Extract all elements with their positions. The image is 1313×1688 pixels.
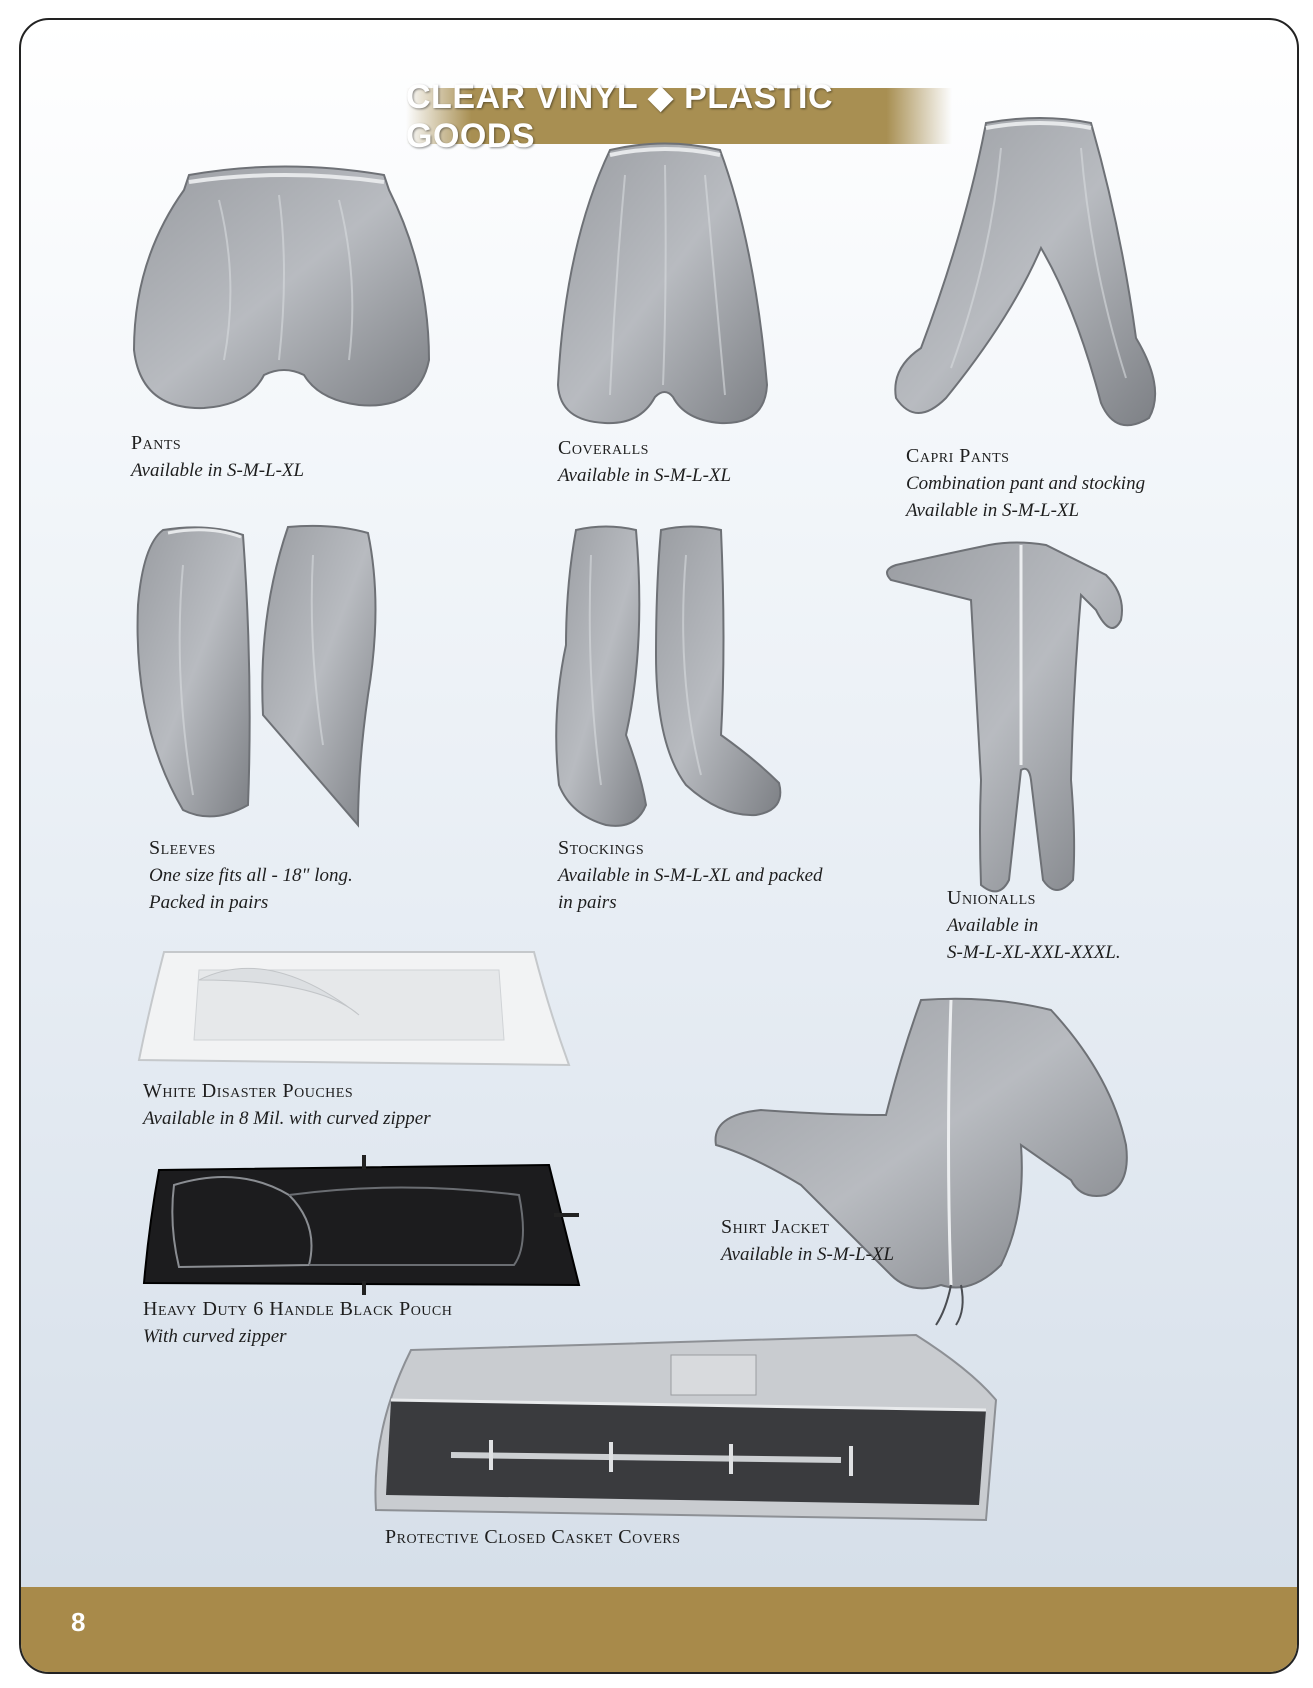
product-name: Shirt Jacket	[721, 1216, 830, 1238]
unionalls-image	[881, 540, 1151, 900]
coveralls-image	[555, 135, 775, 435]
sleeves-image	[133, 525, 403, 835]
coveralls-caption	[558, 435, 731, 489]
product-name: Stockings	[558, 837, 645, 859]
shirt-jacket-image	[711, 995, 1131, 1335]
product-desc: Available in S-M-L-XL	[131, 460, 305, 481]
unionalls-caption	[947, 885, 1121, 966]
capri-pants-image	[891, 108, 1166, 448]
footer-bar	[21, 1587, 1297, 1672]
product-desc: Available in 8 Mil. with curved zipper	[143, 1108, 431, 1129]
product-desc: Available in S-M-L-XL and packed	[558, 865, 823, 886]
white-disaster-pouches-caption	[143, 1078, 431, 1132]
product-desc: Available in S-M-L-XL	[721, 1244, 895, 1265]
product-desc: Available in S-M-L-XL	[558, 465, 732, 486]
product-desc: One size fits all - 18" long.	[149, 865, 353, 886]
product-name: Heavy Duty 6 Handle Black Pouch	[143, 1298, 453, 1320]
stockings-image	[551, 525, 806, 830]
capri-pants-caption	[906, 443, 1145, 524]
stockings-caption	[558, 835, 823, 916]
casket-covers-caption	[385, 1524, 681, 1551]
catalog-page	[19, 18, 1299, 1674]
casket-cover-image	[371, 1330, 996, 1530]
product-name: Pants	[131, 432, 182, 454]
product-desc: Combination pant and stocking	[906, 473, 1146, 494]
product-name: Unionalls	[947, 887, 1036, 909]
product-desc: S-M-L-XL-XXL-XXXL.	[947, 942, 1121, 963]
black-pouch-image	[139, 1155, 589, 1295]
product-name: Sleeves	[149, 837, 216, 859]
product-desc: in pairs	[558, 892, 617, 913]
white-disaster-pouch-image	[139, 950, 569, 1070]
product-desc: Available in S-M-L-XL	[906, 500, 1080, 521]
product-name: Protective Closed Casket Covers	[385, 1526, 681, 1548]
shirt-jacket-caption	[721, 1214, 894, 1268]
sleeves-caption	[149, 835, 353, 916]
product-desc: Packed in pairs	[149, 892, 269, 913]
product-desc: With curved zipper	[143, 1326, 287, 1347]
page-number: 8	[71, 1607, 86, 1637]
pants-image	[129, 160, 439, 425]
product-name: Coveralls	[558, 437, 649, 459]
page-title: CLEAR VINYL ◆ PLASTIC GOODS	[406, 77, 834, 155]
pants-caption	[131, 430, 304, 484]
product-desc: Available in	[947, 915, 1039, 936]
product-name: White Disaster Pouches	[143, 1080, 354, 1102]
product-name: Capri Pants	[906, 445, 1010, 467]
